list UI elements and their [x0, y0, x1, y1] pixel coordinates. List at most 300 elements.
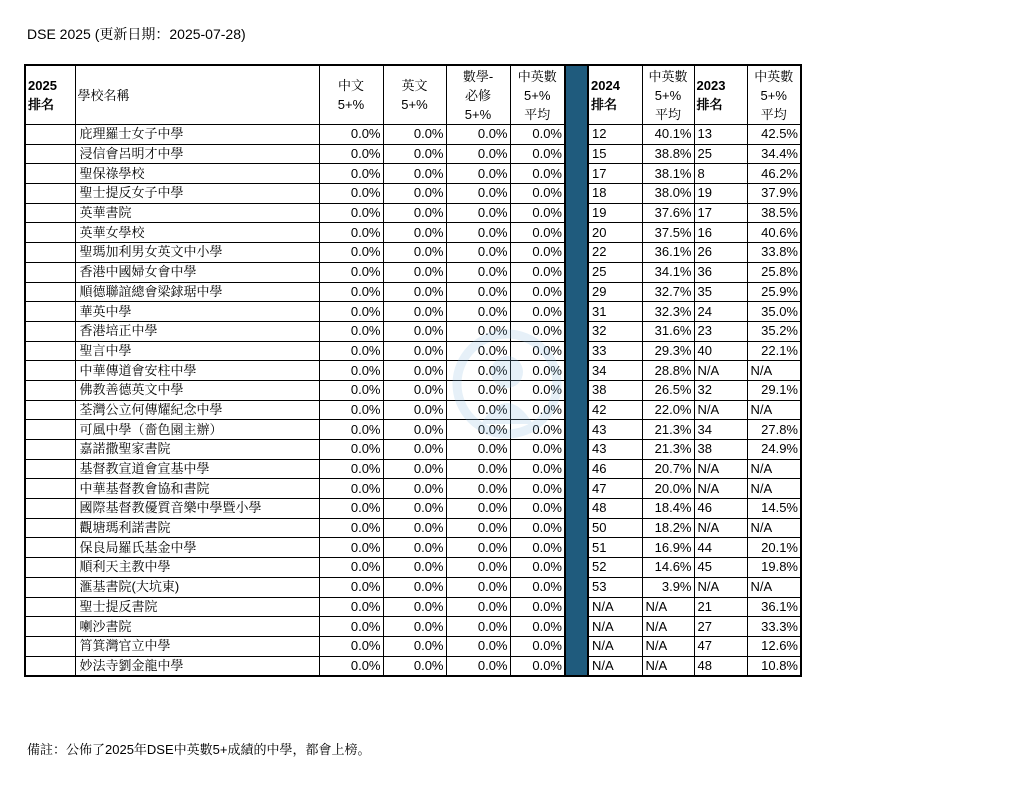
cell-rank-2023: 46 — [694, 499, 747, 519]
cell-rank-2025 — [25, 558, 75, 578]
cell-rank-2024: 31 — [588, 302, 642, 322]
cell-rank-2024: 32 — [588, 321, 642, 341]
cell-avg-2024: 36.1% — [642, 243, 694, 263]
cell-english-pct: 0.0% — [383, 380, 446, 400]
separator-cell — [565, 144, 588, 164]
cell-avg-2024: 18.2% — [642, 518, 694, 538]
cell-rank-2023: N/A — [694, 577, 747, 597]
cell-avg-2024: 20.0% — [642, 479, 694, 499]
header-line: 排名 — [696, 97, 723, 112]
cell-school-name: 可風中學（嗇色園主辦） — [75, 420, 319, 440]
cell-chinese-pct: 0.0% — [319, 223, 383, 243]
table-row — [25, 321, 801, 341]
cell-rank-2024: 18 — [588, 184, 642, 204]
cell-rank-2024: 12 — [588, 125, 642, 145]
cell-avg-2023: N/A — [747, 518, 801, 538]
header-school-name — [75, 65, 319, 125]
separator-cell — [565, 125, 588, 145]
cell-rank-2025 — [25, 518, 75, 538]
header-line: 學校名稱 — [77, 87, 130, 103]
cell-chinese-pct: 0.0% — [319, 282, 383, 302]
cell-english-pct: 0.0% — [383, 361, 446, 381]
cell-chinese-pct: 0.0% — [319, 361, 383, 381]
table-row — [25, 400, 801, 420]
cell-avg-2025: 0.0% — [510, 459, 565, 479]
cell-math-pct: 0.0% — [446, 164, 510, 184]
cell-school-name: 保良局羅氏基金中學 — [75, 538, 319, 558]
cell-avg-2025: 0.0% — [510, 184, 565, 204]
cell-chinese-pct: 0.0% — [319, 459, 383, 479]
cell-rank-2024: N/A — [588, 656, 642, 676]
cell-math-pct: 0.0% — [446, 184, 510, 204]
cell-rank-2024: 19 — [588, 203, 642, 223]
cell-avg-2025: 0.0% — [510, 223, 565, 243]
header-line: 5+% — [401, 97, 428, 112]
cell-avg-2024: 37.6% — [642, 203, 694, 223]
cell-rank-2024: N/A — [588, 636, 642, 656]
cell-avg-2024: 38.1% — [642, 164, 694, 184]
cell-avg-2023: N/A — [747, 459, 801, 479]
table-row — [25, 341, 801, 361]
cell-rank-2024: 29 — [588, 282, 642, 302]
cell-avg-2025: 0.0% — [510, 479, 565, 499]
cell-chinese-pct: 0.0% — [319, 538, 383, 558]
cell-avg-2023: 34.4% — [747, 144, 801, 164]
cell-avg-2024: 16.9% — [642, 538, 694, 558]
cell-chinese-pct: 0.0% — [319, 636, 383, 656]
cell-english-pct: 0.0% — [383, 420, 446, 440]
table-row — [25, 380, 801, 400]
separator-cell — [565, 479, 588, 499]
cell-rank-2024: 48 — [588, 499, 642, 519]
cell-avg-2023: 24.9% — [747, 440, 801, 460]
cell-avg-2024: 38.0% — [642, 184, 694, 204]
cell-math-pct: 0.0% — [446, 341, 510, 361]
cell-avg-2025: 0.0% — [510, 125, 565, 145]
cell-english-pct: 0.0% — [383, 440, 446, 460]
cell-avg-2023: 33.8% — [747, 243, 801, 263]
cell-school-name: 英華女學校 — [75, 223, 319, 243]
cell-school-name: 嘉諾撒聖家書院 — [75, 440, 319, 460]
table-row — [25, 125, 801, 145]
cell-rank-2025 — [25, 656, 75, 676]
cell-school-name: 妙法寺劉金龍中學 — [75, 656, 319, 676]
header-line: 中英數 — [754, 68, 794, 84]
cell-math-pct: 0.0% — [446, 361, 510, 381]
cell-avg-2025: 0.0% — [510, 282, 565, 302]
cell-avg-2025: 0.0% — [510, 203, 565, 223]
header-line: 排名 — [591, 97, 618, 112]
table-row — [25, 656, 801, 676]
separator-cell — [565, 459, 588, 479]
cell-rank-2025 — [25, 597, 75, 617]
header-line: 中英數 — [648, 68, 688, 84]
cell-math-pct: 0.0% — [446, 459, 510, 479]
cell-math-pct: 0.0% — [446, 262, 510, 282]
cell-rank-2023: 48 — [694, 656, 747, 676]
cell-avg-2023: 35.0% — [747, 302, 801, 322]
cell-rank-2023: 44 — [694, 538, 747, 558]
cell-rank-2025 — [25, 144, 75, 164]
cell-english-pct: 0.0% — [383, 184, 446, 204]
cell-rank-2023: N/A — [694, 361, 747, 381]
cell-math-pct: 0.0% — [446, 558, 510, 578]
cell-math-pct: 0.0% — [446, 282, 510, 302]
cell-chinese-pct: 0.0% — [319, 656, 383, 676]
cell-rank-2025 — [25, 203, 75, 223]
table-row — [25, 597, 801, 617]
cell-avg-2024: 34.1% — [642, 262, 694, 282]
separator-cell — [565, 400, 588, 420]
cell-rank-2023: 27 — [694, 617, 747, 637]
cell-rank-2023: 36 — [694, 262, 747, 282]
cell-rank-2024: N/A — [588, 617, 642, 637]
separator-cell — [565, 262, 588, 282]
cell-avg-2025: 0.0% — [510, 636, 565, 656]
separator-cell — [565, 341, 588, 361]
cell-math-pct: 0.0% — [446, 321, 510, 341]
cell-chinese-pct: 0.0% — [319, 203, 383, 223]
cell-math-pct: 0.0% — [446, 144, 510, 164]
cell-math-pct: 0.0% — [446, 440, 510, 460]
cell-rank-2024: 50 — [588, 518, 642, 538]
cell-chinese-pct: 0.0% — [319, 341, 383, 361]
header-line: 英文 — [401, 78, 428, 93]
cell-math-pct: 0.0% — [446, 617, 510, 637]
cell-rank-2024: 22 — [588, 243, 642, 263]
cell-math-pct: 0.0% — [446, 499, 510, 519]
table-row — [25, 243, 801, 263]
cell-school-name: 浸信會呂明才中學 — [75, 144, 319, 164]
cell-rank-2024: 53 — [588, 577, 642, 597]
cell-chinese-pct: 0.0% — [319, 144, 383, 164]
table-row — [25, 538, 801, 558]
cell-avg-2024: 22.0% — [642, 400, 694, 420]
cell-math-pct: 0.0% — [446, 125, 510, 145]
cell-rank-2023: N/A — [694, 459, 747, 479]
cell-avg-2025: 0.0% — [510, 341, 565, 361]
header-avg-2024 — [642, 65, 694, 125]
cell-school-name: 香港培正中學 — [75, 321, 319, 341]
cell-avg-2024: 37.5% — [642, 223, 694, 243]
cell-rank-2025 — [25, 321, 75, 341]
header-english-pct — [383, 65, 446, 125]
separator-cell — [565, 577, 588, 597]
cell-rank-2025 — [25, 361, 75, 381]
cell-chinese-pct: 0.0% — [319, 499, 383, 519]
cell-school-name: 中華基督教會協和書院 — [75, 479, 319, 499]
separator-cell — [565, 361, 588, 381]
header-line: 數學- — [462, 68, 494, 84]
cell-avg-2025: 0.0% — [510, 262, 565, 282]
cell-rank-2025 — [25, 617, 75, 637]
cell-avg-2023: 22.1% — [747, 341, 801, 361]
cell-avg-2023: 12.6% — [747, 636, 801, 656]
separator-cell — [565, 636, 588, 656]
cell-english-pct: 0.0% — [383, 164, 446, 184]
cell-avg-2025: 0.0% — [510, 361, 565, 381]
table-row — [25, 558, 801, 578]
table-row — [25, 518, 801, 538]
cell-rank-2023: 17 — [694, 203, 747, 223]
cell-english-pct: 0.0% — [383, 223, 446, 243]
table-row — [25, 499, 801, 519]
cell-rank-2023: 21 — [694, 597, 747, 617]
cell-rank-2023: 32 — [694, 380, 747, 400]
table-row — [25, 459, 801, 479]
table-body — [25, 125, 801, 677]
header-rank-2023 — [694, 65, 747, 125]
cell-school-name: 聖士提反書院 — [75, 597, 319, 617]
table-row — [25, 636, 801, 656]
cell-avg-2025: 0.0% — [510, 420, 565, 440]
separator-cell — [565, 302, 588, 322]
cell-school-name: 庇理羅士女子中學 — [75, 125, 319, 145]
page-title: DSE 2025 (更新日期：2025-07-28) — [27, 26, 246, 42]
cell-school-name: 觀塘瑪利諾書院 — [75, 518, 319, 538]
cell-avg-2025: 0.0% — [510, 558, 565, 578]
cell-english-pct: 0.0% — [383, 499, 446, 519]
separator-cell — [565, 184, 588, 204]
cell-avg-2025: 0.0% — [510, 538, 565, 558]
cell-math-pct: 0.0% — [446, 636, 510, 656]
cell-rank-2025 — [25, 302, 75, 322]
separator-cell — [565, 538, 588, 558]
header-avg-2023 — [747, 65, 801, 125]
cell-rank-2023: 38 — [694, 440, 747, 460]
cell-rank-2025 — [25, 499, 75, 519]
header-row — [25, 65, 801, 125]
cell-english-pct: 0.0% — [383, 144, 446, 164]
cell-avg-2024: N/A — [642, 636, 694, 656]
cell-rank-2025 — [25, 164, 75, 184]
cell-english-pct: 0.0% — [383, 203, 446, 223]
cell-school-name: 順利天主教中學 — [75, 558, 319, 578]
table-row — [25, 262, 801, 282]
cell-rank-2025 — [25, 262, 75, 282]
header-line: 5+% — [464, 106, 492, 122]
cell-rank-2024: 17 — [588, 164, 642, 184]
header-line: 平均 — [524, 106, 551, 122]
cell-english-pct: 0.0% — [383, 597, 446, 617]
cell-avg-2025: 0.0% — [510, 380, 565, 400]
cell-rank-2023: 13 — [694, 125, 747, 145]
cell-math-pct: 0.0% — [446, 380, 510, 400]
cell-chinese-pct: 0.0% — [319, 518, 383, 538]
cell-rank-2024: 33 — [588, 341, 642, 361]
cell-chinese-pct: 0.0% — [319, 262, 383, 282]
separator-cell — [565, 380, 588, 400]
cell-math-pct: 0.0% — [446, 538, 510, 558]
separator-cell — [565, 243, 588, 263]
cell-math-pct: 0.0% — [446, 302, 510, 322]
cell-school-name: 聖保祿學校 — [75, 164, 319, 184]
cell-chinese-pct: 0.0% — [319, 184, 383, 204]
cell-english-pct: 0.0% — [383, 125, 446, 145]
cell-english-pct: 0.0% — [383, 656, 446, 676]
cell-avg-2023: N/A — [747, 361, 801, 381]
cell-chinese-pct: 0.0% — [319, 321, 383, 341]
cell-rank-2023: N/A — [694, 400, 747, 420]
cell-chinese-pct: 0.0% — [319, 164, 383, 184]
table-row — [25, 223, 801, 243]
cell-avg-2024: 21.3% — [642, 440, 694, 460]
separator-cell — [565, 656, 588, 676]
separator-cell — [565, 518, 588, 538]
header-rank-2025 — [25, 65, 75, 125]
cell-rank-2023: 47 — [694, 636, 747, 656]
cell-rank-2024: 47 — [588, 479, 642, 499]
header-line: 5+% — [524, 87, 551, 103]
cell-avg-2023: 25.9% — [747, 282, 801, 302]
cell-school-name: 華英中學 — [75, 302, 319, 322]
table-row — [25, 184, 801, 204]
header-line: 平均 — [760, 106, 787, 122]
header-line: 5+% — [337, 97, 365, 112]
cell-chinese-pct: 0.0% — [319, 380, 383, 400]
table-row — [25, 361, 801, 381]
cell-rank-2025 — [25, 577, 75, 597]
cell-rank-2025 — [25, 282, 75, 302]
cell-rank-2025 — [25, 125, 75, 145]
cell-rank-2023: 45 — [694, 558, 747, 578]
cell-avg-2023: 35.2% — [747, 321, 801, 341]
cell-math-pct: 0.0% — [446, 577, 510, 597]
header-math-pct — [446, 65, 510, 125]
cell-avg-2023: 25.8% — [747, 262, 801, 282]
cell-chinese-pct: 0.0% — [319, 558, 383, 578]
cell-chinese-pct: 0.0% — [319, 302, 383, 322]
cell-english-pct: 0.0% — [383, 636, 446, 656]
cell-rank-2023: 16 — [694, 223, 747, 243]
cell-math-pct: 0.0% — [446, 243, 510, 263]
cell-math-pct: 0.0% — [446, 223, 510, 243]
cell-avg-2024: 28.8% — [642, 361, 694, 381]
cell-avg-2024: 3.9% — [642, 577, 694, 597]
cell-school-name: 順德聯誼總會梁銶琚中學 — [75, 282, 319, 302]
cell-avg-2023: 29.1% — [747, 380, 801, 400]
cell-avg-2024: 32.7% — [642, 282, 694, 302]
cell-school-name: 國際基督教優質音樂中學暨小學 — [75, 499, 319, 519]
cell-english-pct: 0.0% — [383, 577, 446, 597]
cell-rank-2024: 38 — [588, 380, 642, 400]
header-line: 排名 — [28, 97, 55, 112]
cell-rank-2023: 19 — [694, 184, 747, 204]
cell-rank-2023: 25 — [694, 144, 747, 164]
cell-avg-2023: 14.5% — [747, 499, 801, 519]
cell-avg-2025: 0.0% — [510, 499, 565, 519]
cell-avg-2024: N/A — [642, 597, 694, 617]
cell-avg-2023: 19.8% — [747, 558, 801, 578]
separator-cell — [565, 203, 588, 223]
cell-avg-2025: 0.0% — [510, 243, 565, 263]
header-line: 5+% — [654, 87, 682, 103]
cell-math-pct: 0.0% — [446, 518, 510, 538]
cell-math-pct: 0.0% — [446, 597, 510, 617]
cell-avg-2023: 20.1% — [747, 538, 801, 558]
cell-rank-2023: 23 — [694, 321, 747, 341]
cell-math-pct: 0.0% — [446, 203, 510, 223]
cell-rank-2024: 34 — [588, 361, 642, 381]
cell-english-pct: 0.0% — [383, 518, 446, 538]
cell-avg-2024: 32.3% — [642, 302, 694, 322]
cell-english-pct: 0.0% — [383, 282, 446, 302]
cell-school-name: 英華書院 — [75, 203, 319, 223]
cell-rank-2023: 40 — [694, 341, 747, 361]
cell-school-name: 聖瑪加利男女英文中小學 — [75, 243, 319, 263]
cell-rank-2025 — [25, 341, 75, 361]
cell-avg-2023: 42.5% — [747, 125, 801, 145]
cell-english-pct: 0.0% — [383, 302, 446, 322]
cell-rank-2024: 20 — [588, 223, 642, 243]
cell-avg-2025: 0.0% — [510, 577, 565, 597]
cell-rank-2024: 51 — [588, 538, 642, 558]
cell-chinese-pct: 0.0% — [319, 597, 383, 617]
header-line: 中英數 — [517, 68, 557, 84]
cell-english-pct: 0.0% — [383, 243, 446, 263]
cell-school-name: 聖士提反女子中學 — [75, 184, 319, 204]
cell-avg-2025: 0.0% — [510, 321, 565, 341]
cell-school-name: 基督教宣道會宣基中學 — [75, 459, 319, 479]
cell-english-pct: 0.0% — [383, 341, 446, 361]
cell-english-pct: 0.0% — [383, 459, 446, 479]
cell-avg-2024: 26.5% — [642, 380, 694, 400]
header-line: 5+% — [760, 87, 787, 103]
cell-avg-2023: N/A — [747, 577, 801, 597]
cell-rank-2023: 26 — [694, 243, 747, 263]
cell-rank-2025 — [25, 243, 75, 263]
cell-avg-2025: 0.0% — [510, 302, 565, 322]
cell-avg-2023: 38.5% — [747, 203, 801, 223]
separator-cell — [565, 597, 588, 617]
cell-school-name: 聖言中學 — [75, 341, 319, 361]
cell-rank-2025 — [25, 440, 75, 460]
cell-rank-2024: 15 — [588, 144, 642, 164]
table-row — [25, 440, 801, 460]
table-row — [25, 577, 801, 597]
cell-school-name: 筲箕灣官立中學 — [75, 636, 319, 656]
cell-avg-2023: 37.9% — [747, 184, 801, 204]
cell-rank-2025 — [25, 400, 75, 420]
cell-rank-2025 — [25, 380, 75, 400]
cell-math-pct: 0.0% — [446, 400, 510, 420]
cell-rank-2023: N/A — [694, 479, 747, 499]
cell-avg-2024: 29.3% — [642, 341, 694, 361]
cell-chinese-pct: 0.0% — [319, 420, 383, 440]
cell-avg-2023: N/A — [747, 400, 801, 420]
cell-rank-2023: 35 — [694, 282, 747, 302]
cell-rank-2025 — [25, 184, 75, 204]
cell-rank-2023: 8 — [694, 164, 747, 184]
cell-rank-2023: 24 — [694, 302, 747, 322]
cell-school-name: 中華傳道會安柱中學 — [75, 361, 319, 381]
cell-avg-2023: 33.3% — [747, 617, 801, 637]
separator-cell — [565, 420, 588, 440]
cell-avg-2023: 27.8% — [747, 420, 801, 440]
cell-avg-2025: 0.0% — [510, 440, 565, 460]
cell-math-pct: 0.0% — [446, 656, 510, 676]
header-line: 必修 — [464, 87, 491, 103]
cell-math-pct: 0.0% — [446, 420, 510, 440]
cell-avg-2024: 14.6% — [642, 558, 694, 578]
cell-rank-2023: 34 — [694, 420, 747, 440]
header-avg-2025 — [510, 65, 565, 125]
header-line: 中文 — [337, 78, 364, 93]
cell-rank-2024: 43 — [588, 440, 642, 460]
cell-school-name: 荃灣公立何傳耀紀念中學 — [75, 400, 319, 420]
cell-rank-2024: 25 — [588, 262, 642, 282]
cell-school-name: 香港中國婦女會中學 — [75, 262, 319, 282]
